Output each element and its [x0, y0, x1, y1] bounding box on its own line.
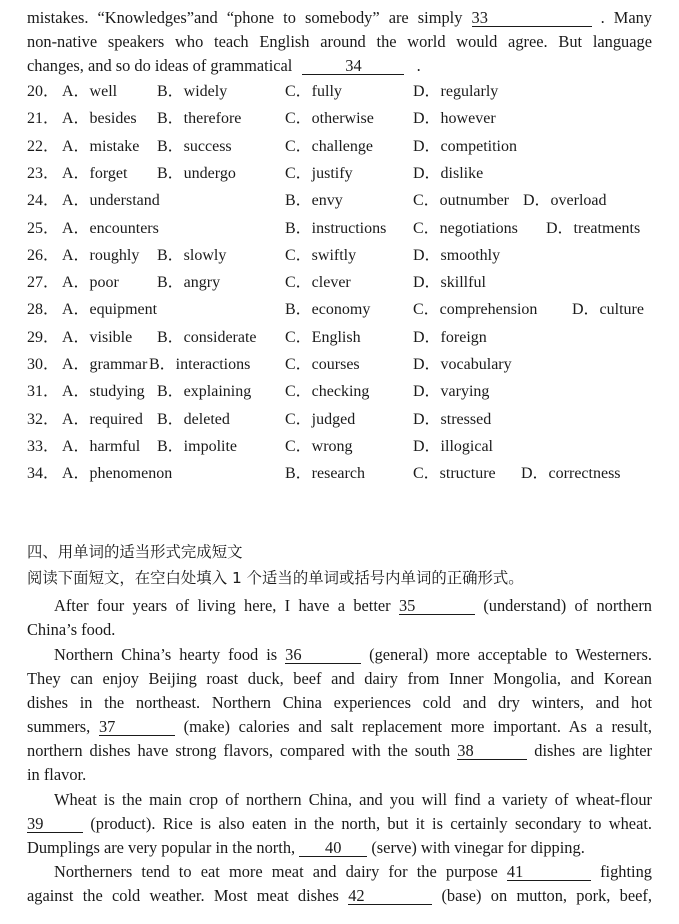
blank-36: 36 [285, 646, 361, 664]
option-d: D．vocabulary [413, 356, 512, 373]
question-number: 31． [27, 383, 60, 401]
question-number: 25． [27, 219, 60, 237]
option-b: B．interactions [149, 356, 251, 373]
passage-line [54, 596, 652, 616]
passage-line [27, 838, 652, 858]
option-a: A．phenomenon [62, 465, 173, 483]
section-heading: 四、用单词的适当形式完成短文 [27, 543, 243, 561]
option-a: A．encounters [62, 219, 159, 237]
question-number: 33． [27, 437, 60, 455]
passage-line [54, 645, 652, 665]
question-number: 30． [27, 356, 60, 373]
question-number: 21． [27, 110, 60, 128]
option-c: C．wrong [285, 437, 353, 455]
blank-34: 34 [302, 57, 404, 75]
passage-line [27, 741, 652, 761]
option-a: A．harmful [62, 437, 141, 455]
question-number: 34． [27, 465, 60, 483]
intro-line-2: non-native speakers who teach English around the world would agree. But language [27, 32, 652, 51]
option-c: C．English [285, 328, 361, 346]
passage-line: dishes in the northeast. Northern China experiences cold and dry winters, and hot [27, 693, 652, 712]
text: . [416, 56, 421, 75]
blank-42: 42 [348, 887, 432, 905]
text: (make) calories and salt replacement more important. As a result, [183, 717, 652, 736]
option-d: D．illogical [413, 437, 493, 455]
option-c: C．challenge [285, 137, 373, 155]
option-c: C．comprehension [413, 301, 538, 319]
option-c: C．justify [285, 164, 353, 182]
question-number: 22． [27, 137, 60, 155]
text: (serve) with vinegar for dipping. [371, 838, 585, 857]
passage-line: Wheat is the main crop of northern China, and you will find a variety of wheat-flour [54, 790, 652, 809]
option-c: C．fully [285, 83, 342, 100]
passage-line: China’s food. [27, 620, 116, 639]
option-b: B．success [157, 137, 232, 155]
option-c: C．outnumber [413, 192, 509, 210]
option-d: D．overload [523, 192, 607, 210]
passage-line: in flavor. [27, 765, 87, 784]
text: (understand) of northern [483, 596, 652, 615]
option-c: C．judged [285, 410, 356, 428]
option-c: C．courses [285, 356, 360, 373]
text: After four years of living here, I have a better [54, 596, 391, 615]
blank-40: 40 [299, 839, 367, 857]
option-b: B．research [285, 465, 365, 483]
text: fighting [600, 862, 652, 881]
option-d: D．smoothly [413, 246, 501, 264]
text: against the cold weather. Most meat dishes [27, 886, 339, 905]
text: (product). Rice is also eaten in the north, but it is certainly secondary to wheat. [90, 814, 652, 833]
text: (general) more acceptable to Westerners. [369, 645, 652, 664]
option-d: D．culture [572, 301, 644, 319]
option-a: A．visible [62, 328, 133, 346]
text: . Many [600, 8, 652, 27]
option-a: A．well [62, 83, 118, 100]
option-c: C．negotiations [413, 219, 518, 237]
text: northern dishes have strong flavors, compared with the south [27, 741, 451, 760]
option-a: A．besides [62, 110, 137, 128]
option-b: B．explaining [157, 383, 252, 401]
question-number: 28． [27, 301, 60, 319]
option-d: D．however [413, 110, 496, 128]
option-d: D．correctness [521, 465, 621, 483]
option-d: D．treatments [546, 219, 641, 237]
question-number: 27． [27, 274, 60, 292]
option-a: A．studying [62, 383, 145, 401]
option-a: A．roughly [62, 246, 140, 264]
option-a: A．poor [62, 274, 119, 292]
text: mistakes. “Knowledges”and “phone to somebody” are simply [27, 8, 463, 27]
option-b: B．angry [157, 274, 221, 292]
text: Northerners tend to eat more meat and dairy for the purpose [54, 862, 498, 881]
option-d: D．dislike [413, 164, 484, 182]
text: changes, and so do ideas of grammatical [27, 56, 293, 75]
blank-37: 37 [99, 718, 175, 736]
question-number: 26． [27, 246, 60, 264]
option-b: B．envy [285, 192, 343, 210]
text: Dumplings are very popular in the north, [27, 838, 296, 857]
option-d: D．stressed [413, 410, 492, 428]
passage-line: They can enjoy Beijing roast duck, beef and dairy from Inner Mongolia, and Korean [27, 669, 652, 688]
passage-line [27, 886, 652, 906]
passage-line [27, 814, 652, 834]
blank-33: 33 [472, 9, 592, 27]
text: Northern China’s hearty food is [54, 645, 278, 664]
option-c: C．clever [285, 274, 351, 292]
option-d: D．foreign [413, 328, 487, 346]
option-b: B．impolite [157, 437, 238, 455]
option-c: C．structure [413, 465, 496, 483]
option-b: B．economy [285, 301, 371, 319]
option-d: D．regularly [413, 83, 499, 100]
question-number: 24． [27, 192, 60, 210]
option-d: D．varying [413, 383, 490, 401]
option-b: B．therefore [157, 110, 242, 128]
blank-38: 38 [457, 742, 527, 760]
option-a: A．required [62, 410, 143, 428]
option-d: D．skillful [413, 274, 486, 292]
option-a: A．understand [62, 192, 160, 210]
blank-41: 41 [507, 863, 591, 881]
question-number: 29． [27, 328, 60, 346]
section-instruction: 阅读下面短文，在空白处填入 1 个适当的单词或括号内单词的正确形式。 [27, 569, 524, 587]
option-b: B．deleted [157, 410, 230, 428]
option-a: A．grammar [62, 356, 148, 373]
blank-39: 39 [27, 815, 83, 833]
option-c: C．swiftly [285, 246, 357, 264]
question-number: 32． [27, 410, 60, 428]
text: (base) on mutton, pork, beef, [441, 886, 652, 905]
passage-line [54, 862, 652, 882]
option-b: B．slowly [157, 246, 227, 264]
option-a: A．equipment [62, 301, 158, 319]
option-d: D．competition [413, 137, 517, 155]
option-a: A．forget [62, 164, 128, 182]
intro-line-1 [27, 8, 652, 28]
option-c: C．otherwise [285, 110, 374, 128]
text: dishes are lighter [534, 741, 652, 760]
option-b: B．undergo [157, 164, 236, 182]
option-a: A．mistake [62, 137, 140, 155]
question-number: 23． [27, 164, 60, 182]
question-number: 20． [27, 83, 60, 100]
option-b: B．instructions [285, 219, 387, 237]
option-b: B．considerate [157, 328, 257, 346]
option-c: C．checking [285, 383, 370, 401]
passage-line [27, 717, 652, 737]
intro-line-3 [27, 56, 652, 76]
option-b: B．widely [157, 83, 228, 100]
blank-35: 35 [399, 597, 475, 615]
text: summers, [27, 717, 91, 736]
